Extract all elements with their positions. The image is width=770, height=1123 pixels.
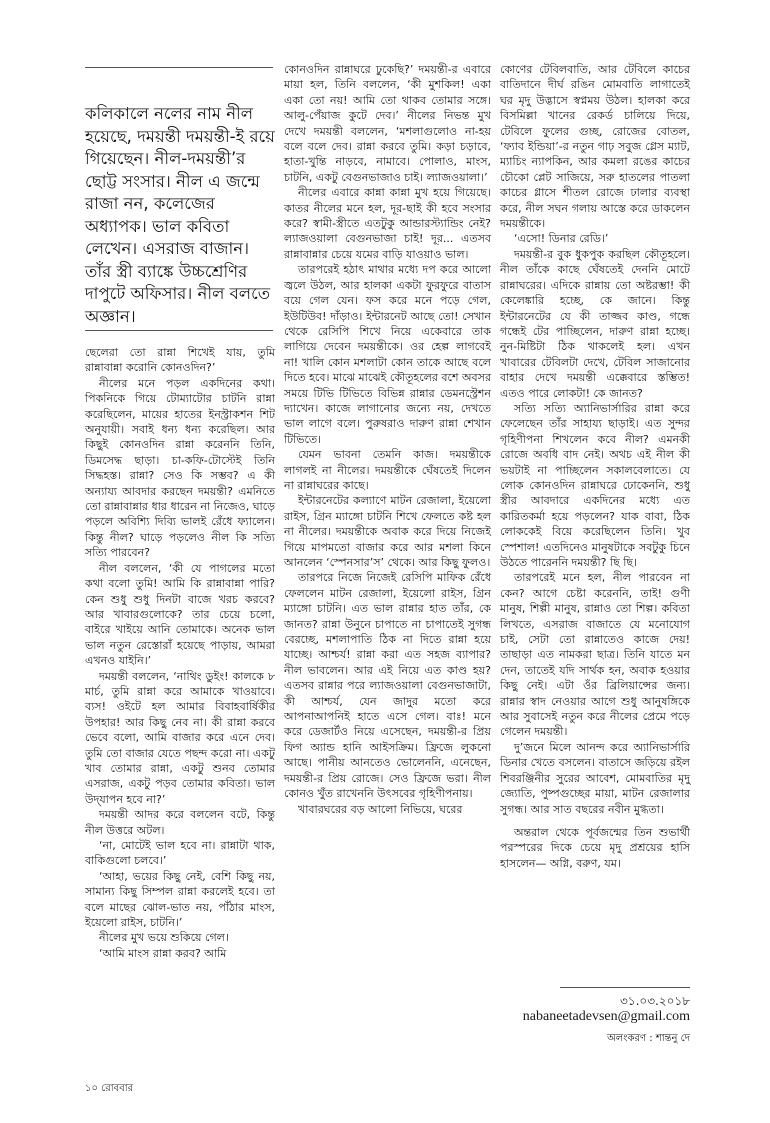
pull-quote: কলিকালে নলের নাম নীল হয়েছে, দময়ন্তী দময়ন্তী-ই রয়ে গিয়েছেন। নীল-দময়ন্তী’র ছোট্ট সংসার। নীল এ জন্মে রাজা নন, কলেজের অধ্যাপক। ভাল কবিতা লেখেন। এসরাজ বাজান। তাঁর স্ত্রী ব্যাঙ্কে উচ্চশ্রেণির দাপুটে অফিসার। নীল বলতে অজ্ঞান। [85,104,275,326]
paragraph: সত্যি সত্যি অ্যানিভার্সারির রান্না করে ফেলেছেন তাঁর সাহায্য ছাড়াই। এত সুন্দর গৃহিণীপনা শিখলেন কবে নীল? এমনকী রোজে অবধি বাদ নেই। অথচ এই নীল কী ভয়টাই না পাচ্ছিলেন সকালবেলাতে। যে লোক কোনওদিন রান্নাঘরে ঢোকেননি, শুধু স্ত্রীর আবদারে একদিনের মধ্যে এত কারিতকর্মা হয়ে পড়লেন? যাক বাবা, ঠিক লোককেই বিয়ে করেছিলেন তিনি। খুব স্পেশাল! এতদিনেও মানুষটাকে সবটুকু চিনে উঠতে পারেননি দময়ন্তী? ছি ছি। [500,401,690,569]
article-date: ৩১.০৩.২০১৮ [619,994,690,1008]
author-email: nabaneetadevsen@gmail.com [522,1009,690,1024]
paragraph: তারপরেই মনে হল, নীল পারবেন না কেন? আগে চেষ্টা করেননি, তাই! গুণী মানুষ, শিল্পী মানুষ, রান্নাও তো শিল্প। কবিতা লিখতে, এসরাজ বাজাতে যে মনোযোগ চাই, সেটা তো রান্নাতেও কাজে দেয়! তাছাড়া এত নামকরা ছাত্র। তিনি যাতে মন দেন, তাতেই যদি সার্থক হন, অবাক হওয়ার কিছু নেই। এটা ওঁর ব্রিলিয়ান্সের জন্য। রান্নার স্বাদ নেওয়ার আগে শুধু আনুষঙ্গিকে আর সুবাসেই নতুন করে নীলের প্রেমে পড়ে গেলেন দময়ন্তী। [500,571,690,739]
article-column-2 [284,62,491,817]
paragraph: তারপরেই হঠাৎ মাথার মধ্যে দপ করে আলো জ্বলে উঠল, আর হালকা একটা ফুরফুরে বাতাস বয়ে গেল যেন। ফস করে মনে পড়ে গেল, ইউটিউব! দাঁড়াও। ইন্টারনেট আছে তো! সেখান থেকে রেসিপি শিখে নিয়ে একেবারে তাক লাগিয়ে দেবেন দময়ন্তীকে। ওর হেল্প লাগবেই না! খালি কোন মশলাটা কোন তাকে আছে বলে দিতে হবে। মাঝে মাঝেই কৌতূহলের বশে অবসর সময়ে টিভি টিভিতে বিভিন্ন রান্নার ডেমনস্ট্রেশন দ্যাখেন। কাজে লাগানোর জন্যে নয়, দেখতে ভাল লাগে বলে। পুরুষরাও দারুণ রান্না শেখান টিভিতে। [284,263,491,446]
paragraph: অন্তরাল থেকে পূর্বজন্মের তিন শুভার্থী পরস্পরের দিকে চেয়ে মৃদু প্রশ্রয়ের হাসি হাসলেন— অগ্নি, বরুণ, যম। [500,825,690,870]
paragraph: দময়ন্তী আদর করে বললেন বটে, কিন্তু নীল উত্তরে অটল। [85,808,275,837]
pull-quote-rule [85,330,273,331]
paragraph: ‘আমি মাংস রান্না করব? আমি [99,946,227,960]
article-column-1 [85,345,275,961]
page-footer: ১০ রোববার [85,1083,134,1094]
illustration-credit: অলংকরণ : শান্তনু দে [607,1033,690,1044]
top-rule [85,67,273,68]
signature-rule [560,987,690,988]
paragraph: ‘আহা, ভয়ের কিছু নেই, বেশি কিছু নয়, সামান্য কিছু সিম্পল রান্না করলেই হবে। তা বলে মাছের ঝোল-ভাত নয়, পাঁঠার মাংস, ইয়েলো রাইস, চাটনি।’ [85,869,275,930]
paragraph: নীলের মুখ ভয়ে শুকিয়ে গেল। [99,931,229,945]
paragraph: কোনওদিন রান্নাঘরে ঢুকেছি?’ দময়ন্তী-র এবারে মায়া হল, তিনি বললেন, ‘কী মুশকিল! একা একা তো নয়! আমি তো থাকব তোমার সঙ্গে। আলু-পেঁয়াজ কুটে দেব।’ নীলের নিভন্ত মুখ দেখে দময়ন্তী বললেন, ‘মশলাগুলোও না-হয় বলে বলে দেব। রান্না করবে তুমি। কড়া চড়াবে, হাতা-খুন্তি নাড়বে, নামাবে। পোলাও, মাংস, চাটনি, একটু বেগুনভাজাও চাই। ল্যাজওয়ালা।’ [284,63,491,184]
paragraph: নীলের মনে পড়ল একদিনের কথা। পিকনিকে গিয়ে টোম্যাটোর চাটনি রান্না করেছিলেন, মায়ের হাতের ইনস্ট্রাকশন শিট অনুযায়ী। সবাই ধন্য ধন্য করেছিল। আর কিছুই কোনওদিন রান্না করেননি তিনি, ডিমসেদ্ধ ছাড়া। চা-কফি-টোস্টেই তিনি সিদ্ধহস্ত। রান্না? সেও কি সম্ভব? এ কী অন্যায্য আবদার করছেন দময়ন্তী? এমনিতে তো রান্নাবান্নার ধার ধারেন না নিজেও, ঘাড়ে পড়লে অবিশ্যি দিব্যি ভালই রেঁধে ফ্যালেন। কিন্তু নীল? ঘাড়ে পড়লেও নীল কি সত্যি সত্যি পারবেন? [85,376,275,560]
paragraph: খাবারঘরের বড় আলো নিভিয়ে, ঘরের [298,802,463,816]
paragraph: নীলের এবারে কান্না কান্না মুখ হয়ে গিয়েছে। কাতর নীলের মনে হল, দূর-ছাই কী হবে সংসার করে? স্বামী-স্ত্রীতে এতটুকু আন্ডারস্ট্যান্ডিং নেই? ল্যাজওয়ালা বেগুনভাজা চাই! দূর... এতসব রান্নাবান্নার চেয়ে যমের বাড়ি যাওয়াও ভাল। [284,186,491,261]
paragraph: কোণের টেবিলবাতি, আর টেবিলে কাচের বাতিদানে দীর্ঘ রঙিন মোমবাতি লাগাতেই ঘর মৃদু উদ্ভাসে স্বপ্নময় উঠল। হালকা করে বিসমিল্লা খানের রেকর্ড চালিয়ে দিয়ে, টেবিলে ফুলের গুচ্ছ, রোজের বোতল, ‘ফ্যাব ইন্ডিয়া’-র নতুন গাঢ় সবুজ গ্লেস ম্যাট, ম্যাচিং ন্যাপকিন, আর কমলা রঙের কাচের চৌকো প্লেট সাজিয়ে, সরু হাতলের পাতলা কাচের গ্লাসে শীতল রোজে ঢালার ব্যবস্থা করে, নীল সঘন গলায় আস্তে করে ডাকলেন দময়ন্তীকে। [500,63,690,231]
article-column-3 [500,62,690,871]
paragraph: তারপরে নিজে নিজেই রেসিপি মাফিক রেঁধে ফেললেন মাটন রেজালা, ইয়েলো রাইস, গ্রিন ম্যাঙ্গো চাটনি। এত ভাল রান্নার হাত তাঁর, কে জানত? রান্না উনুনে চাপাতে না চাপাতেই সুগন্ধ বেরচ্ছে, মশলাপাতি ঠিক না দিতে রান্না হয়ে যাচ্ছে। আশ্চর্য! রান্না করা এত সহজ ব্যাপার? নীল ভাবলেন। আর এই নিয়ে এত কাণ্ড হয়? এতসব রান্নার পরে ল্যাজওয়ালা বেগুনভাজাটা, কী আশ্চর্য, যেন জাদুর মতো করে আপনাআপনিই হাতে এসে গেল। বাঃ! মনে করে ডেজার্টও নিয়ে এসেছেন, দময়ন্তী-র প্রিয় ফিগ অ্যান্ড হানি আইসক্রিম। ফ্রিজে লুকনো আছে। পানীয় আনতেও ভোলেননি, এনেছেন, দময়ন্তী-র প্রিয় রোজে। সেও ফ্রিজে ভরা। নীল কোনও খুঁত রাখেননি উৎসবের গৃহিণীপনায়। [284,571,491,801]
paragraph: ছেলেরা তো রান্না শিখেই যায়, তুমি রান্নাবান্না করোনি কোনওদিন?’ [85,346,275,375]
paragraph: ইন্টারনেটের কল্যাণে মাটন রেজালা, ইয়েলো রাইস, গ্রিন ম্যাঙ্গো চাটনি শিখে ফেলতে কষ্ট হল না নীলের। দময়ন্তীকে অবাক করে দিয়ে নিজেই গিয়ে মাপমতো বাজার করে আর মশলা কিনে আনলেন ‘স্পেনসার’স’ থেকে। আর কিছু ফুলও। [284,494,491,569]
paragraph: নীল বললেন, ‘কী যে পাগলের মতো কথা বলো তুমি! আমি কি রান্নাবান্না পারি? কেন শুধু শুধু দিনটা বাজে খরচ করবে? আর খাবারগুলোকে? তার চেয়ে চলো, বাইরে খাইয়ে আনি তোমাকে। অনেক ভাল ভাল নতুন রেস্তোরাঁ হয়েছে পাড়ায়, আমরা এখনও যাইনি।’ [85,561,275,668]
paragraph: দময়ন্তী-র বুক ধুকপুক করছিল কৌতূহলে। নীল তাঁকে কাছে ঘেঁষতেই দেননি মোটে রান্নাঘরের। এদিকে রান্নায় তো অষ্টরম্ভা! কী কেলেঙ্কারি হচ্ছে, কে জানে। কিন্তু ইন্টারনেটের যে কী তাজ্জব কাণ্ড, গন্ধে গন্ধেই টের পাচ্ছিলেন, দারুণ রান্না হচ্ছে। নুন-মিষ্টিটা ঠিক থাকলেই হল। এখন খাবারের টেবিলটা দেখে, টেবিল সাজানোর বাহার দেখে দময়ন্তী এক্কেবারে স্তম্ভিত! এতও পারে লোকটা! কে জানত? [500,247,690,400]
paragraph: ‘না, মোটেই ভাল হবে না। রান্নাটা থাক, বাকিগুলো চলবে।’ [85,839,275,868]
paragraph: যেমন ভাবনা তেমনি কাজ। দময়ন্তীকে লাগলই না নীলের। দময়ন্তীকে ঘেঁষতেই দিলেন না রান্নাঘরের কাছে। [284,448,491,492]
paragraph: দু’জনে মিলে আনন্দ করে অ্যানিভার্সারি ডিনার খেতে বসলেন। বাতাসে জড়িয়ে রইল শিবরঞ্জিনীর সুরের আবেশ, মোমবাতির মৃদু জ্যোতি, পুষ্পগুচ্ছের মায়া, মাটন রেজালার সুগন্ধ। আর সাত বছরের নবীন মুগ্ধতা। [500,740,690,816]
paragraph: দময়ন্তী বললেন, ‘নাথিং ডুইং! কালকে ৮ মার্চ, তুমি রান্না করে আমাকে খাওয়াবে। ব্যস! ওইটে হল আমার বিবাহবার্ষিকীর উপহার! আর কিছু নেব না। কী রান্না করবে ভেবে বলো, আমি বাজার করে এনে দেব। তুমি তো বাজার যেতে পছন্দ করো না। একটু খাব তোমার রান্না, একটু শুনব তোমার এসরাজ, একটু পড়ব তোমার কবিতা। ভাল উদ্‌যাপন হবে না?’ [85,669,275,806]
paragraph: ‘এসো! ডিনার রেডি।’ [514,232,609,246]
